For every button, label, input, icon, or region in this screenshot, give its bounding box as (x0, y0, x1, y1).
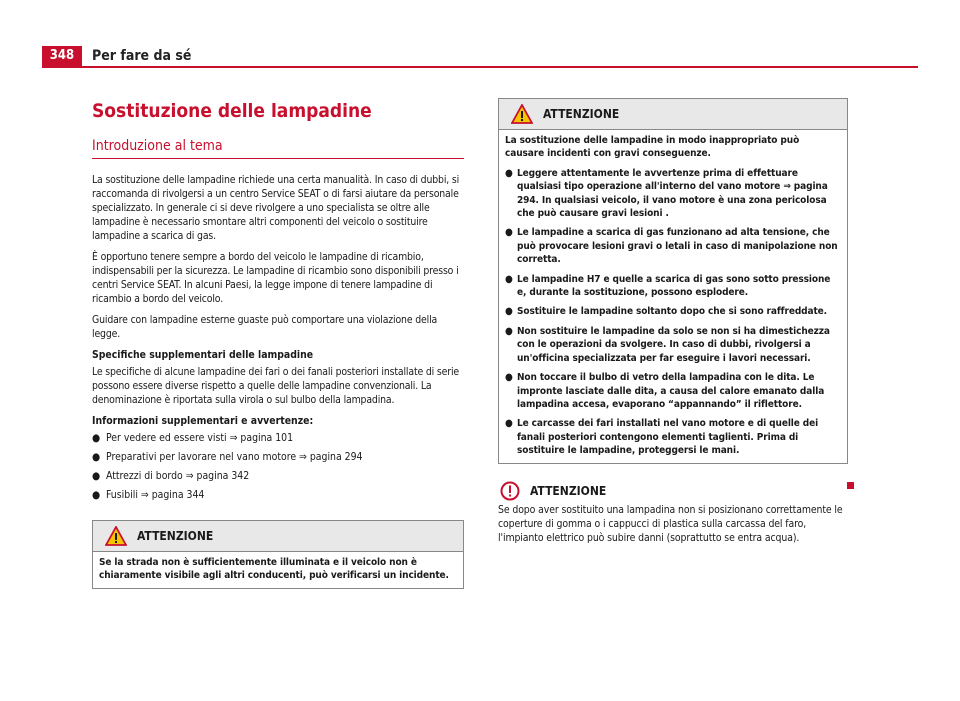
bullet-icon: ● (92, 489, 101, 501)
right-column (498, 98, 848, 545)
warning-item (505, 417, 841, 457)
paragraph: È opportuno tenere sempre a bordo del veicolo le lampadine di ricambio, indispensabili per la sicurezza. Le lampadine di ricambio sono disponibili presso i centri Service SEAT. In alcuni Paesi, la legge impone di tenere lampadine di ricambio a bordo del veicolo. (92, 251, 459, 305)
warning-item-text: Non sostituire le lampadine da solo se non si ha dimestichezza con le operazioni da svolgere. In caso di dubbi, rivolgersi a un'officina specializzata per far eseguire i lavori necessari. (517, 325, 830, 364)
warning-text: Se la strada non è sufficientemente illuminata e il veicolo non è chiaramente visibile agli altri conducenti, può verificarsi un incidente. (99, 557, 449, 582)
warning-item-text: Le carcasse dei fari installati nel vano motore e di quelle dei fanali posteriori contengono elementi taglienti. Prima di sostituire le lampadine, proteggersi le mani. (517, 418, 819, 457)
warning-triangle-icon (511, 104, 533, 124)
list-item-text: Per vedere ed essere visti ⇒ pagina 101 (106, 432, 294, 444)
section-subtitle: Introduzione al tema (92, 136, 464, 159)
caution-header (498, 480, 848, 502)
list-item[interactable] (92, 431, 464, 445)
warning-title: ATTENZIONE (137, 529, 214, 543)
list-item[interactable] (92, 488, 464, 502)
warning-item-text: Non toccare il bulbo di vetro della lampadina con le dita. Le impronte lasciate dalle dita, a causa del calore emanato dalla lampadina accesa, evaporano “appannando” il riflettore. (517, 372, 825, 410)
warning-header (499, 99, 847, 130)
warning-item (505, 273, 841, 300)
warning-item (505, 371, 841, 411)
header-rule (42, 66, 918, 68)
caution-circle-icon (500, 481, 520, 501)
list-item-text: Preparativi per lavorare nel vano motore ⇒ pagina 294 (106, 451, 363, 463)
bullet-icon: ● (92, 470, 101, 482)
warning-item-text: Leggere attentamente le avvertenze prima di effettuare qualsiasi tipo operazione all'interno del vano motore ⇒ pagina 294. In qualsiasi veicolo, il vano motore è una zona pericolosa che può causare gravi lesioni . (517, 167, 828, 220)
bullet-icon: ● (505, 227, 513, 239)
section-title: Sostituzione delle lampadine (92, 100, 372, 122)
list-item[interactable] (92, 450, 464, 464)
warning-item-text: Le lampadine a scarica di gas funzionano ad alta tensione, che può provocare lesioni gravi o letali in caso di manipolazione non corretta. (517, 227, 838, 266)
bullet-icon: ● (505, 325, 513, 337)
paragraph: Guidare con lampadine esterne guaste può comportare una violazione della legge. (92, 314, 438, 340)
spec-text: Le specifiche di alcune lampadine dei fari o dei fanali posteriori installate di serie possono essere diverse rispetto a quelle delle lampadine convenzionali. La denominazione è riportata sulla virola o sul bulbo della lampadina. (92, 366, 459, 406)
warning-item (505, 226, 841, 266)
left-column (92, 98, 464, 589)
warning-triangle-icon (105, 526, 127, 546)
section-end-marker (847, 482, 854, 489)
warning-body (93, 552, 463, 588)
bullet-icon: ● (505, 273, 513, 285)
bullet-icon: ● (92, 432, 101, 444)
list-item-text: Attrezzi di bordo ⇒ pagina 342 (106, 470, 250, 482)
list-item-text: Fusibili ⇒ pagina 344 (106, 489, 205, 501)
warning-intro: La sostituzione delle lampadine in modo inappropriato può causare incidenti con gravi conseguenze. (505, 135, 800, 160)
spec-heading: Specifiche supplementari delle lampadine (92, 349, 314, 361)
bullet-icon: ● (505, 167, 513, 179)
caution-text: Se dopo aver sostituito una lampadina non si posizionano correttamente le coperture di gomma o i cappucci di plastica sulla carcassa del faro, l'impianto elettrico può subire danni (soprattutto se entra acqua). (498, 503, 843, 544)
intro-body (92, 173, 464, 502)
warning-box (498, 98, 848, 464)
caution-block (498, 480, 848, 545)
warning-item (505, 305, 841, 318)
bullet-icon: ● (505, 372, 513, 384)
warning-header (93, 521, 463, 552)
bullet-icon: ● (505, 306, 513, 318)
paragraph: La sostituzione delle lampadine richiede una certa manualità. In caso di dubbi, si raccomanda di rivolgersi a un centro Service SEAT o di farsi aiutare da personale specializzato. In generale ci si deve rivolgere a uno specialista se oltre alle lampadine è necessario smontare altri componenti del veicolo o sostituire lampadine a scarica di gas. (92, 174, 460, 242)
warning-body (499, 130, 847, 463)
page-number: 348 (42, 46, 82, 66)
caution-title: ATTENZIONE (530, 483, 607, 498)
warning-item (505, 325, 841, 365)
warning-item-text: Le lampadine H7 e quelle a scarica di gas sono sotto pressione e, durante la sostituzione, possono esplodere. (517, 273, 831, 299)
warning-item (505, 167, 841, 221)
bullet-icon: ● (92, 451, 101, 463)
warning-title: ATTENZIONE (543, 107, 620, 121)
warning-box (92, 520, 464, 589)
list-item[interactable] (92, 469, 464, 483)
warning-item-text: Sostituire le lampadine soltanto dopo che si sono raffreddate. (517, 306, 827, 318)
bullet-icon: ● (505, 418, 513, 430)
info-heading: Informazioni supplementari e avvertenze: (92, 415, 314, 427)
running-title: Per fare da sé (92, 48, 192, 64)
